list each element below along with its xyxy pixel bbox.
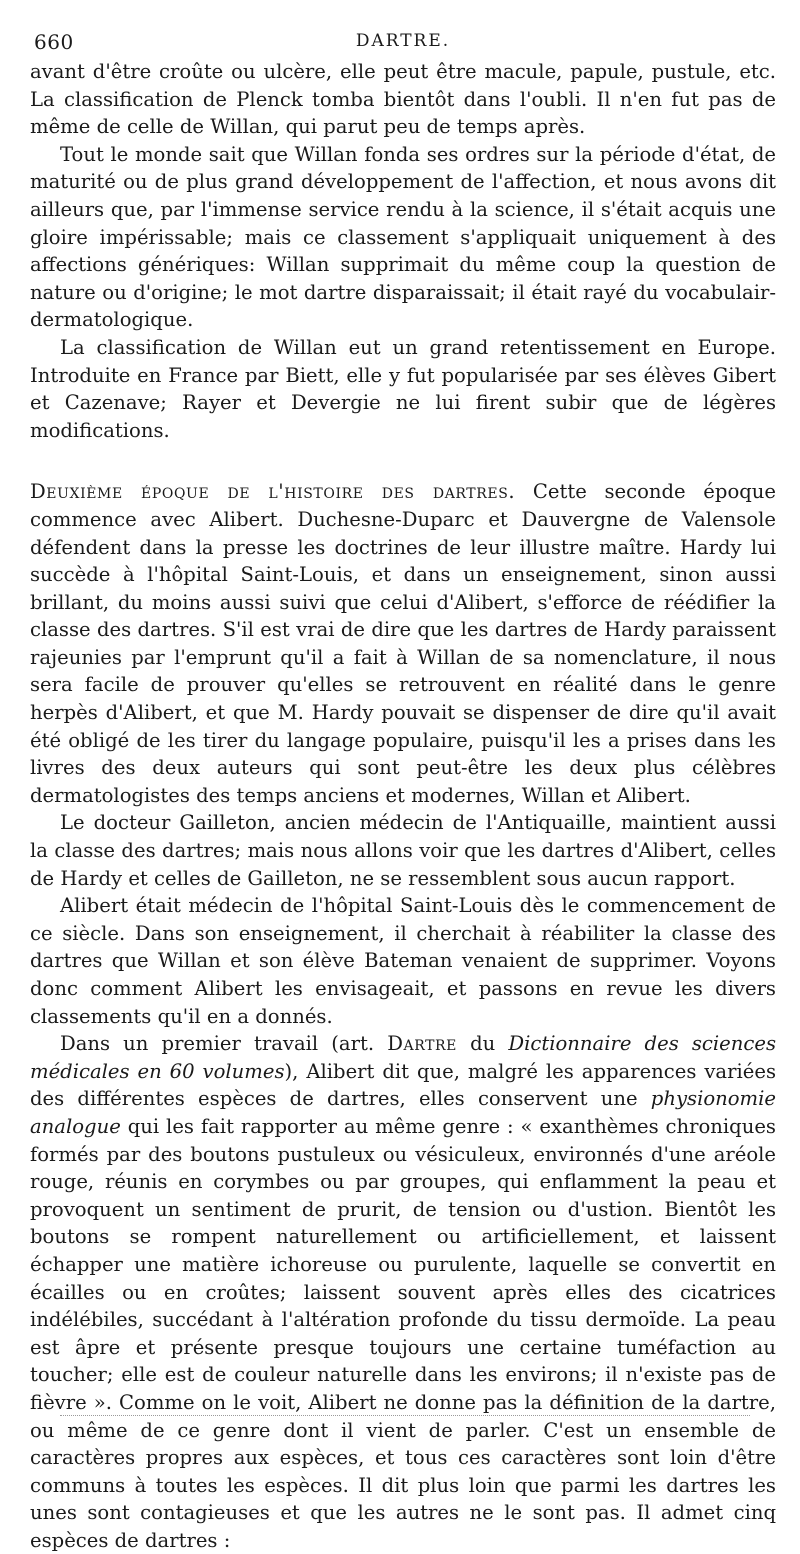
section-heading: Deuxième époque de l'histoire des dartres. (30, 480, 516, 504)
dictionary-title: Dictionnaire des sciences médicales en 60 volumes (30, 1032, 776, 1083)
running-title: DARTRE. (355, 31, 451, 51)
paragraph-7-part1: Dans un premier travail (art. (60, 1032, 388, 1056)
paragraph-4 (30, 478, 776, 809)
article-term: Dartre (387, 1032, 458, 1056)
section-break (30, 444, 776, 478)
document-page (30, 24, 776, 1554)
paragraph-7-part4: qui les fait rapporter au même genre : « exanthèmes chroniques formés par des boutons pustuleux ou vésiculeux, environnés d'une aréole rouge, réunis en corymbes ou par groupes, qui enflamment la peau et provoquent un sentiment de prurit, de tension ou d'ustion. Bientôt les boutons se rompent naturellement ou artificiellement, et laissent échapper une matière ichoreuse ou purulente, laquelle se convertit en écailles ou en croûtes; laissent souvent après elles des cicatrices indélébiles, succédant à l'altération profonde du tissu dermoïde. La peau est âpre et présente presque toujours une certaine tuméfaction au toucher; elle est de couleur naturelle dans les environs; il n'existe pas de fièvre ». Comme on le voit, Alibert ne donne pas la définition de la dartre, ou même de ce genre dont il vient de parler. C'est un ensemble de caractères propres aux espèces, et tous ces caractères sont loin d'être communs à toutes les espèces. Il dit plus loin que parmi les dartres les unes sont contagieuses et que les autres ne le sont pas. Il admet cinq espèces de dartres : (30, 1114, 776, 1552)
emphasis-phrase: physionomie analogue (30, 1087, 776, 1138)
body-text (30, 58, 776, 1554)
paragraph-4-text: Cette seconde époque commence avec Alibert. Duchesne-Duparc et Dauvergne de Valensole défendent dans la presse les doctrines de leur illustre maître. Hardy lui succède à l'hôpital Saint-Louis, et dans un enseignement, sinon aussi brillant, du moins aussi suivi que celui d'Alibert, s'efforce de réédifier la classe des dartres. S'il est vrai de dire que les dartres de Hardy paraissent rajeunies par l'emprunt qu'il a fait à Willan de sa nomenclature, il nous sera facile de prouver qu'elles se retrouvent en réalité dans le genre herpès d'Alibert, et que M. Hardy pouvait se dispenser de dire qu'il avait été obligé de les tirer du langage populaire, puisqu'il les a prises dans les livres des deux auteurs qui sont peut-être les deux plus célèbres dermatologistes des temps anciens et modernes, Willan et Alibert. (30, 480, 776, 807)
footer-rule (60, 1415, 750, 1416)
paragraph-6: Alibert était médecin de l'hôpital Saint-Louis dès le commencement de ce siècle. Dans son enseignement, il cherchait à réabiliter la classe des dartres que Willan et son élève Bateman venaient de supprimer. Voyons donc comment Alibert les envisageait, et passons en revue les divers classements qu'il en a donnés. (30, 894, 776, 1028)
paragraph-7-part3: ), Alibert dit que, malgré les apparences variées des différentes espèces de dartres, elles conservent une (30, 1059, 776, 1111)
paragraph-5: Le docteur Gailleton, ancien médecin de l'Antiquaille, maintient aussi la classe des dartres; mais nous allons voir que les dartres d'Alibert, celles de Hardy et celles de Gailleton, ne se ressemblent sous aucun rapport. (30, 811, 776, 890)
page-header (30, 24, 776, 58)
paragraph-7 (30, 1030, 776, 1554)
page-number: 660 (34, 30, 74, 54)
paragraph-2: Tout le monde sait que Willan fonda ses ordres sur la période d'état, de maturité ou de plus grand développement de l'affection, et nous avons dit ailleurs que, par l'immense service rendu à la science, il s'était acquis une gloire impérissable; mais ce classement s'appliquait uniquement à des affections génériques: Willan supprimait du même coup la question de nature ou d'origine; le mot dartre disparaissait; il était rayé du vocabulair- dermatologique. (30, 142, 776, 332)
paragraph-1: avant d'être croûte ou ulcère, elle peut être macule, papule, pustule, etc. La classification de Plenck tomba bientôt dans l'oubli. Il n'en fut pas de même de celle de Willan, qui parut peu de temps après. (30, 60, 776, 139)
paragraph-7-part2: du (457, 1032, 509, 1056)
paragraph-3: La classification de Willan eut un grand retentissement en Europe. Introduite en France par Biett, elle y fut popularisée par ses élèves Gibert et Cazenave; Rayer et Devergie ne lui firent subir que de légères modifications. (30, 335, 776, 442)
